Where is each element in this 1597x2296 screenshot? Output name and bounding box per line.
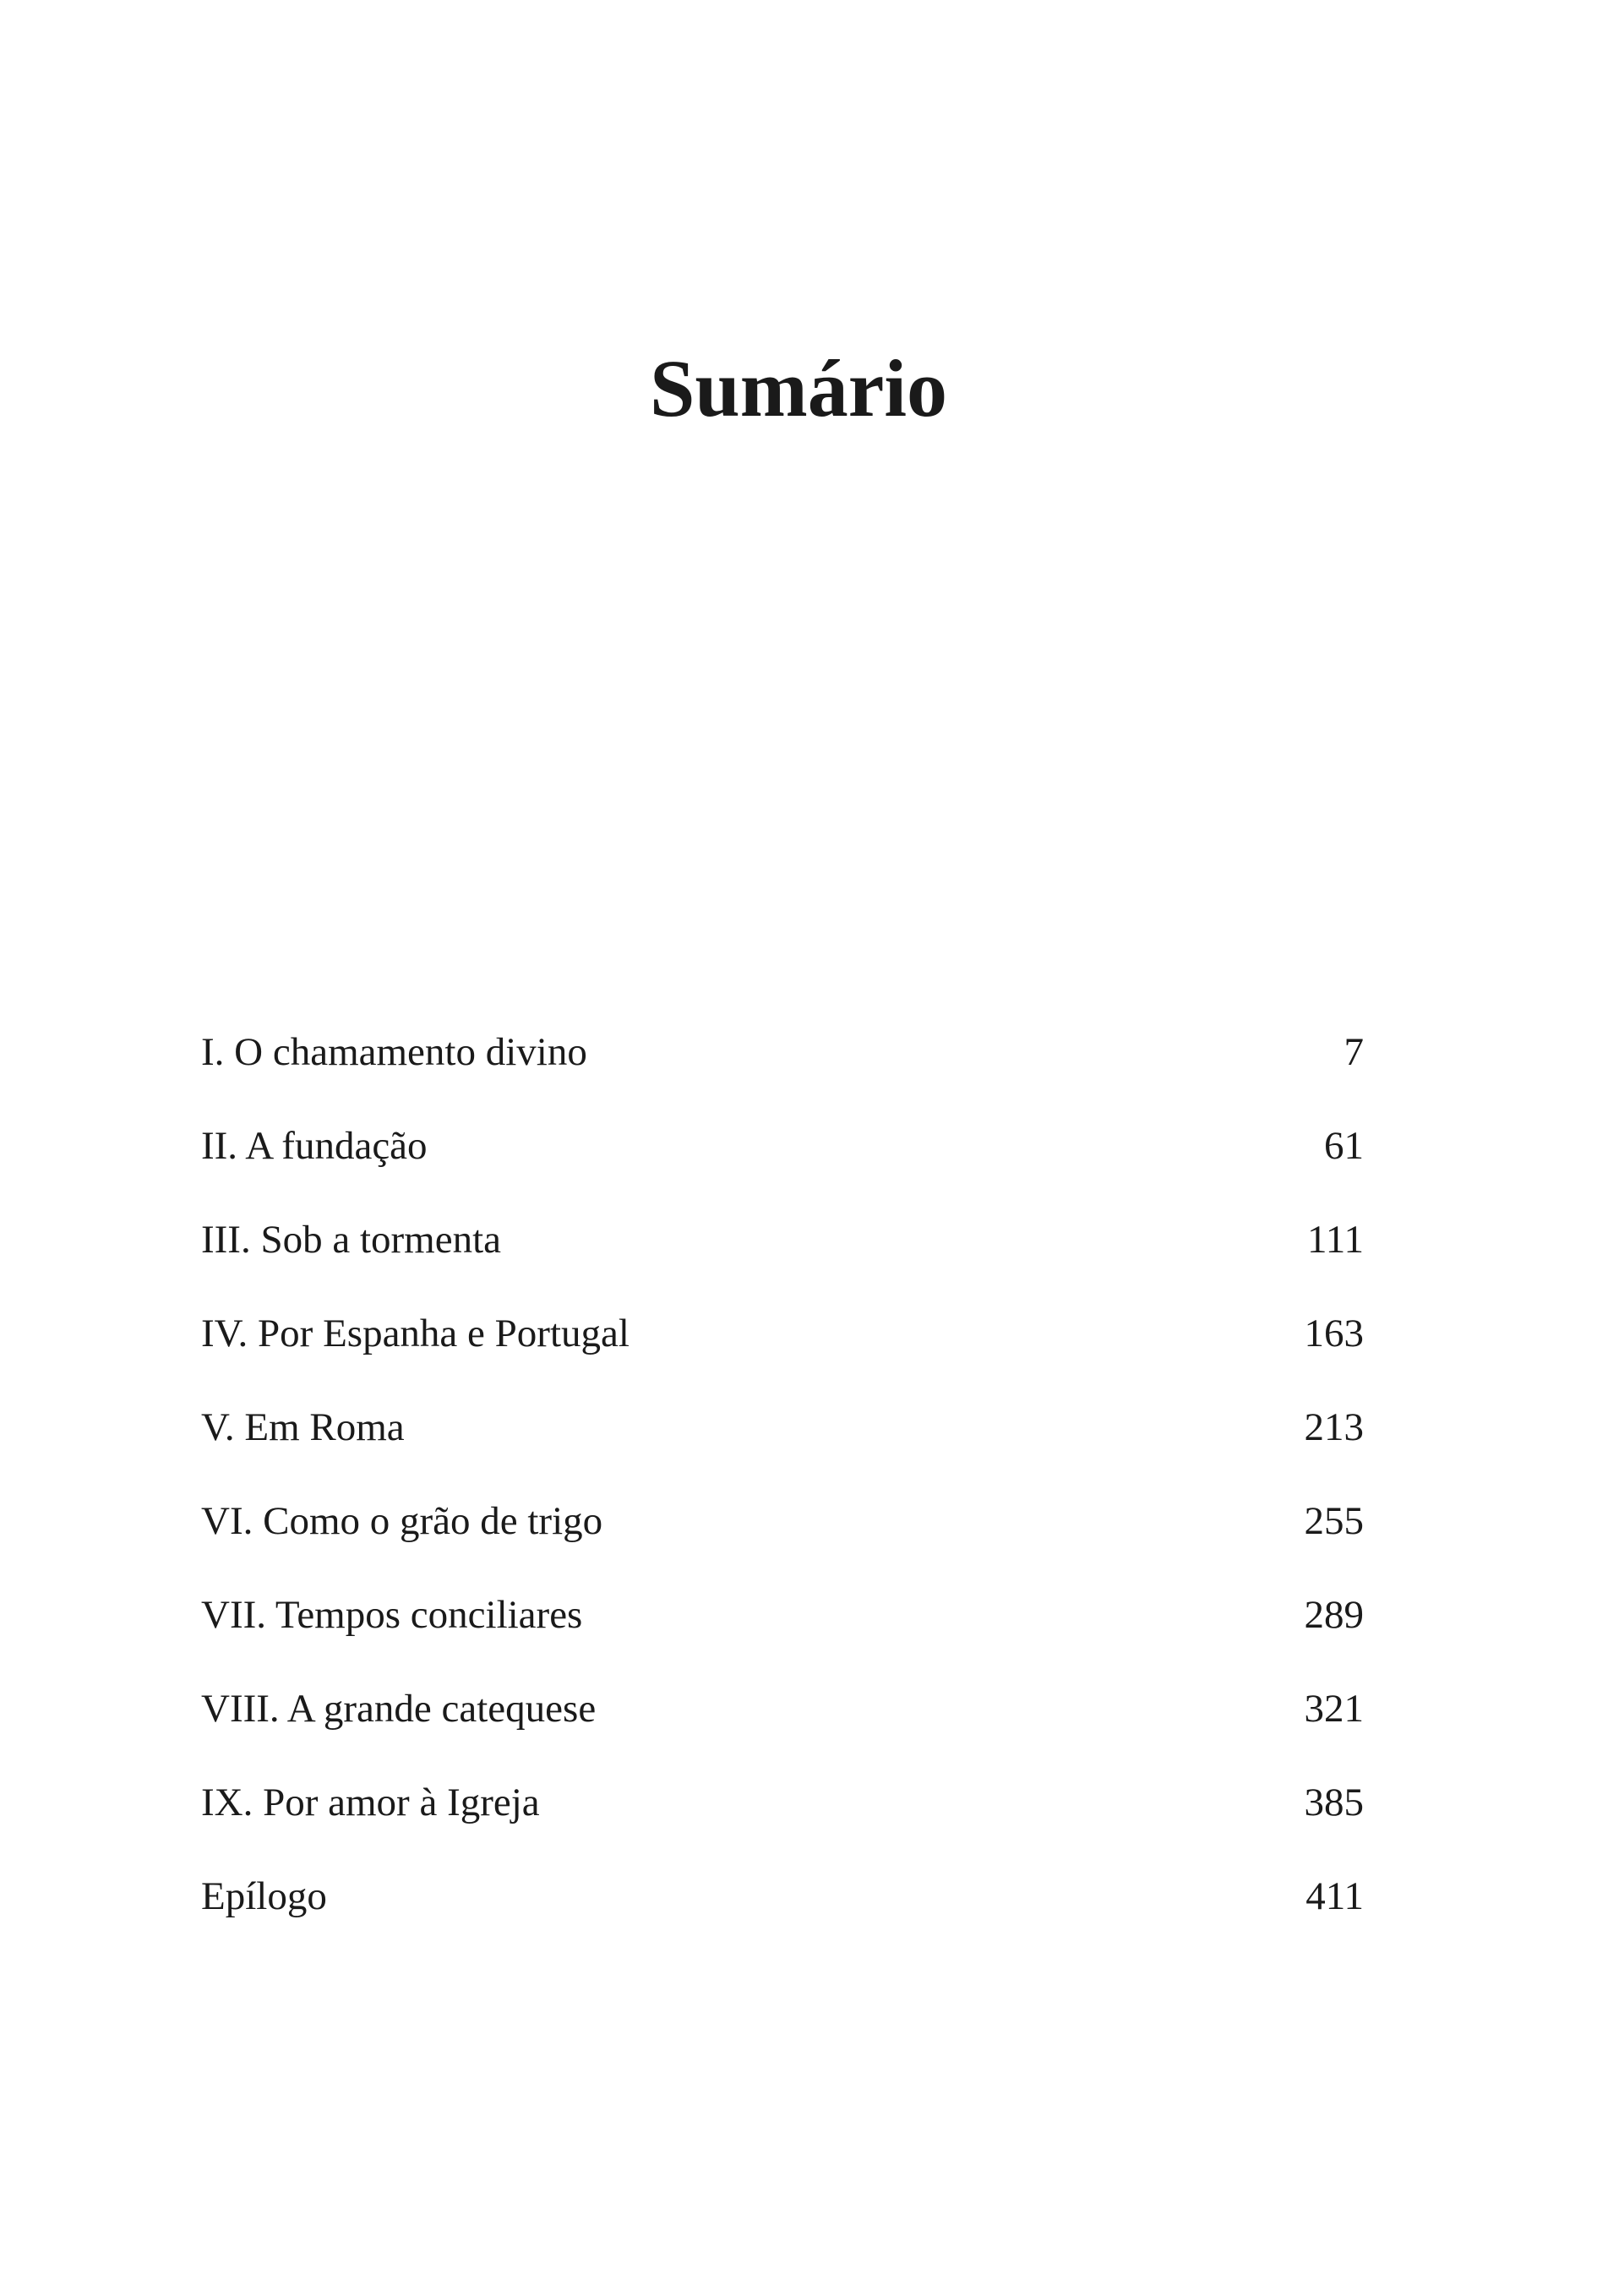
- toc-entry: [201, 1590, 1364, 1683]
- toc-entry-title: IV. Por Espanha e Portugal: [201, 1312, 630, 1355]
- toc-entry: [201, 1308, 1364, 1402]
- toc-entry-title: VII. Tempos conciliares: [201, 1593, 583, 1637]
- toc-entry: [201, 1402, 1364, 1496]
- toc-entry: [201, 1777, 1364, 1871]
- toc-entry-title: IX. Por amor à Igreja: [201, 1781, 540, 1824]
- toc-entry: [201, 1683, 1364, 1777]
- page-title: Sumário: [649, 343, 948, 434]
- toc-entry-page: 411: [1305, 1874, 1364, 1918]
- toc-entry-page: 289: [1304, 1593, 1364, 1637]
- toc-entry-title: Epílogo: [201, 1874, 327, 1918]
- toc-entry: [201, 1027, 1364, 1121]
- toc-entry-page: 111: [1306, 1218, 1364, 1262]
- toc-entry-page: 255: [1304, 1499, 1364, 1543]
- toc-entry-page: 61: [1324, 1124, 1364, 1168]
- toc-entry-page: 385: [1304, 1781, 1364, 1824]
- toc-entry-page: 163: [1304, 1312, 1364, 1355]
- toc-entry: [201, 1121, 1364, 1214]
- toc-entry: [201, 1214, 1364, 1308]
- toc-entry-page: 7: [1344, 1030, 1364, 1074]
- toc-entry: [201, 1871, 1364, 1965]
- toc-entry-title: V. Em Roma: [201, 1405, 405, 1449]
- table-of-contents: [201, 1027, 1364, 1965]
- toc-entry: [201, 1496, 1364, 1590]
- toc-entry-title: I. O chamamento divino: [201, 1030, 587, 1074]
- toc-entry-title: VI. Como o grão de trigo: [201, 1499, 603, 1543]
- toc-entry-title: II. A fundação: [201, 1124, 428, 1168]
- toc-entry-title: III. Sob a tormenta: [201, 1218, 502, 1262]
- toc-entry-page: 321: [1304, 1687, 1364, 1731]
- toc-entry-page: 213: [1304, 1405, 1364, 1449]
- toc-entry-title: VIII. A grande catequese: [201, 1687, 597, 1731]
